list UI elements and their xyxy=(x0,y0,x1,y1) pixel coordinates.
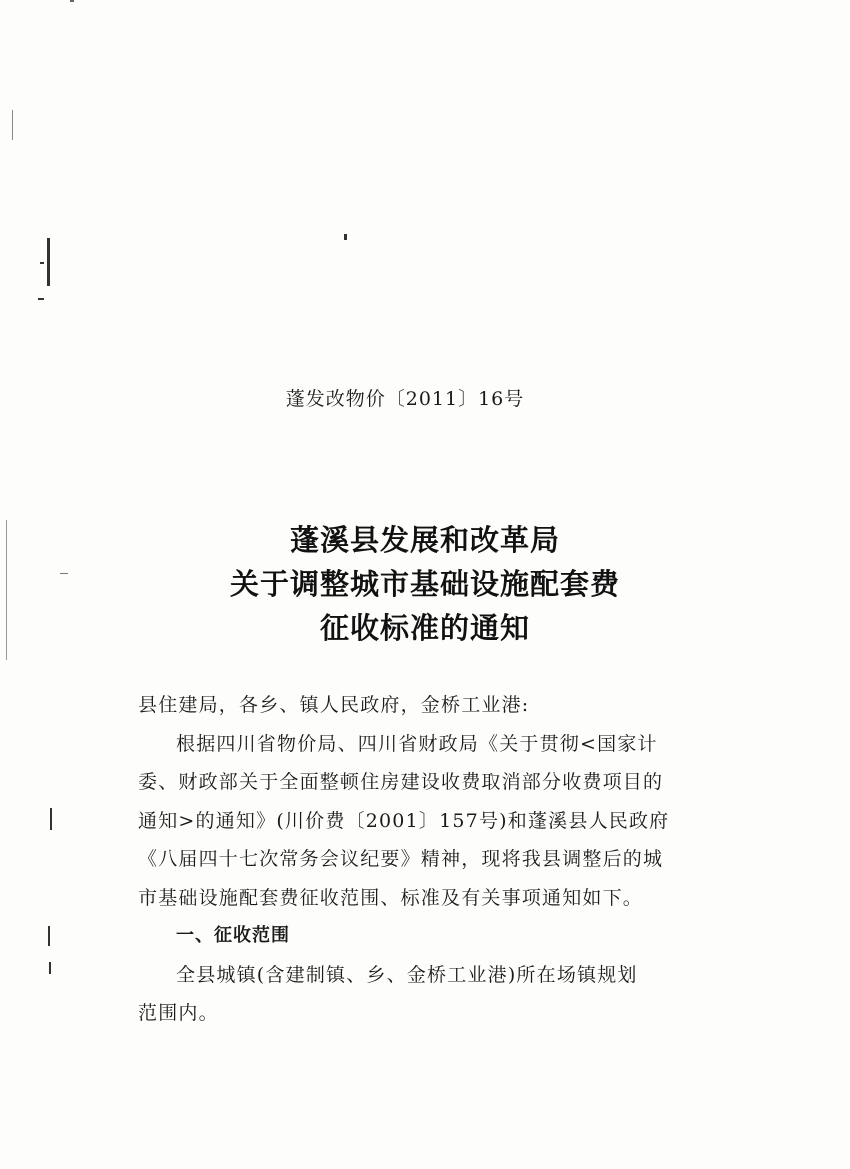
paragraph-line: 委、财政部关于全面整顿住房建设收费取消部分收费项目的 xyxy=(138,771,664,793)
scan-artifact xyxy=(70,0,74,2)
scan-artifact xyxy=(38,298,44,300)
paragraph-line: 全县城镇(含建制镇、乡、金桥工业港)所在场镇规划 xyxy=(176,963,638,986)
scan-artifact xyxy=(48,926,50,946)
paragraph-line: 范围内。 xyxy=(138,1002,219,1024)
paragraph-line: 市基础设施配套费征收范围、标准及有关事项通知如下。 xyxy=(138,886,644,909)
scan-artifact xyxy=(49,962,51,974)
title-line: 关于调整城市基础设施配套费 xyxy=(229,567,620,601)
document-number: 蓬发改物价〔2011〕16号 xyxy=(285,388,525,410)
paragraph-line: 通知>的通知》(川价费〔2001〕157号)和蓬溪县人民政府 xyxy=(138,809,670,832)
paragraph-line: 根据四川省物价局、四川省财政局《关于贯彻<国家计 xyxy=(176,732,658,755)
scan-artifact xyxy=(50,808,52,830)
document-title xyxy=(0,518,850,650)
paragraph-1 xyxy=(138,725,698,918)
paragraph-line: 《八届四十七次常务会议纪要》精神，现将我县调整后的城 xyxy=(138,848,664,870)
scan-artifact xyxy=(12,110,13,140)
scan-artifact xyxy=(344,234,347,240)
document-body xyxy=(138,686,698,1033)
section-heading: 一、征收范围 xyxy=(176,925,290,946)
scan-artifact xyxy=(40,262,44,264)
title-line: 征收标准的通知 xyxy=(319,611,530,645)
section-1-text xyxy=(138,956,698,1033)
addressee: 县住建局，各乡、镇人民政府，金桥工业港: xyxy=(138,694,530,716)
scan-artifact xyxy=(47,238,50,286)
title-line: 蓬溪县发展和改革局 xyxy=(289,523,560,557)
